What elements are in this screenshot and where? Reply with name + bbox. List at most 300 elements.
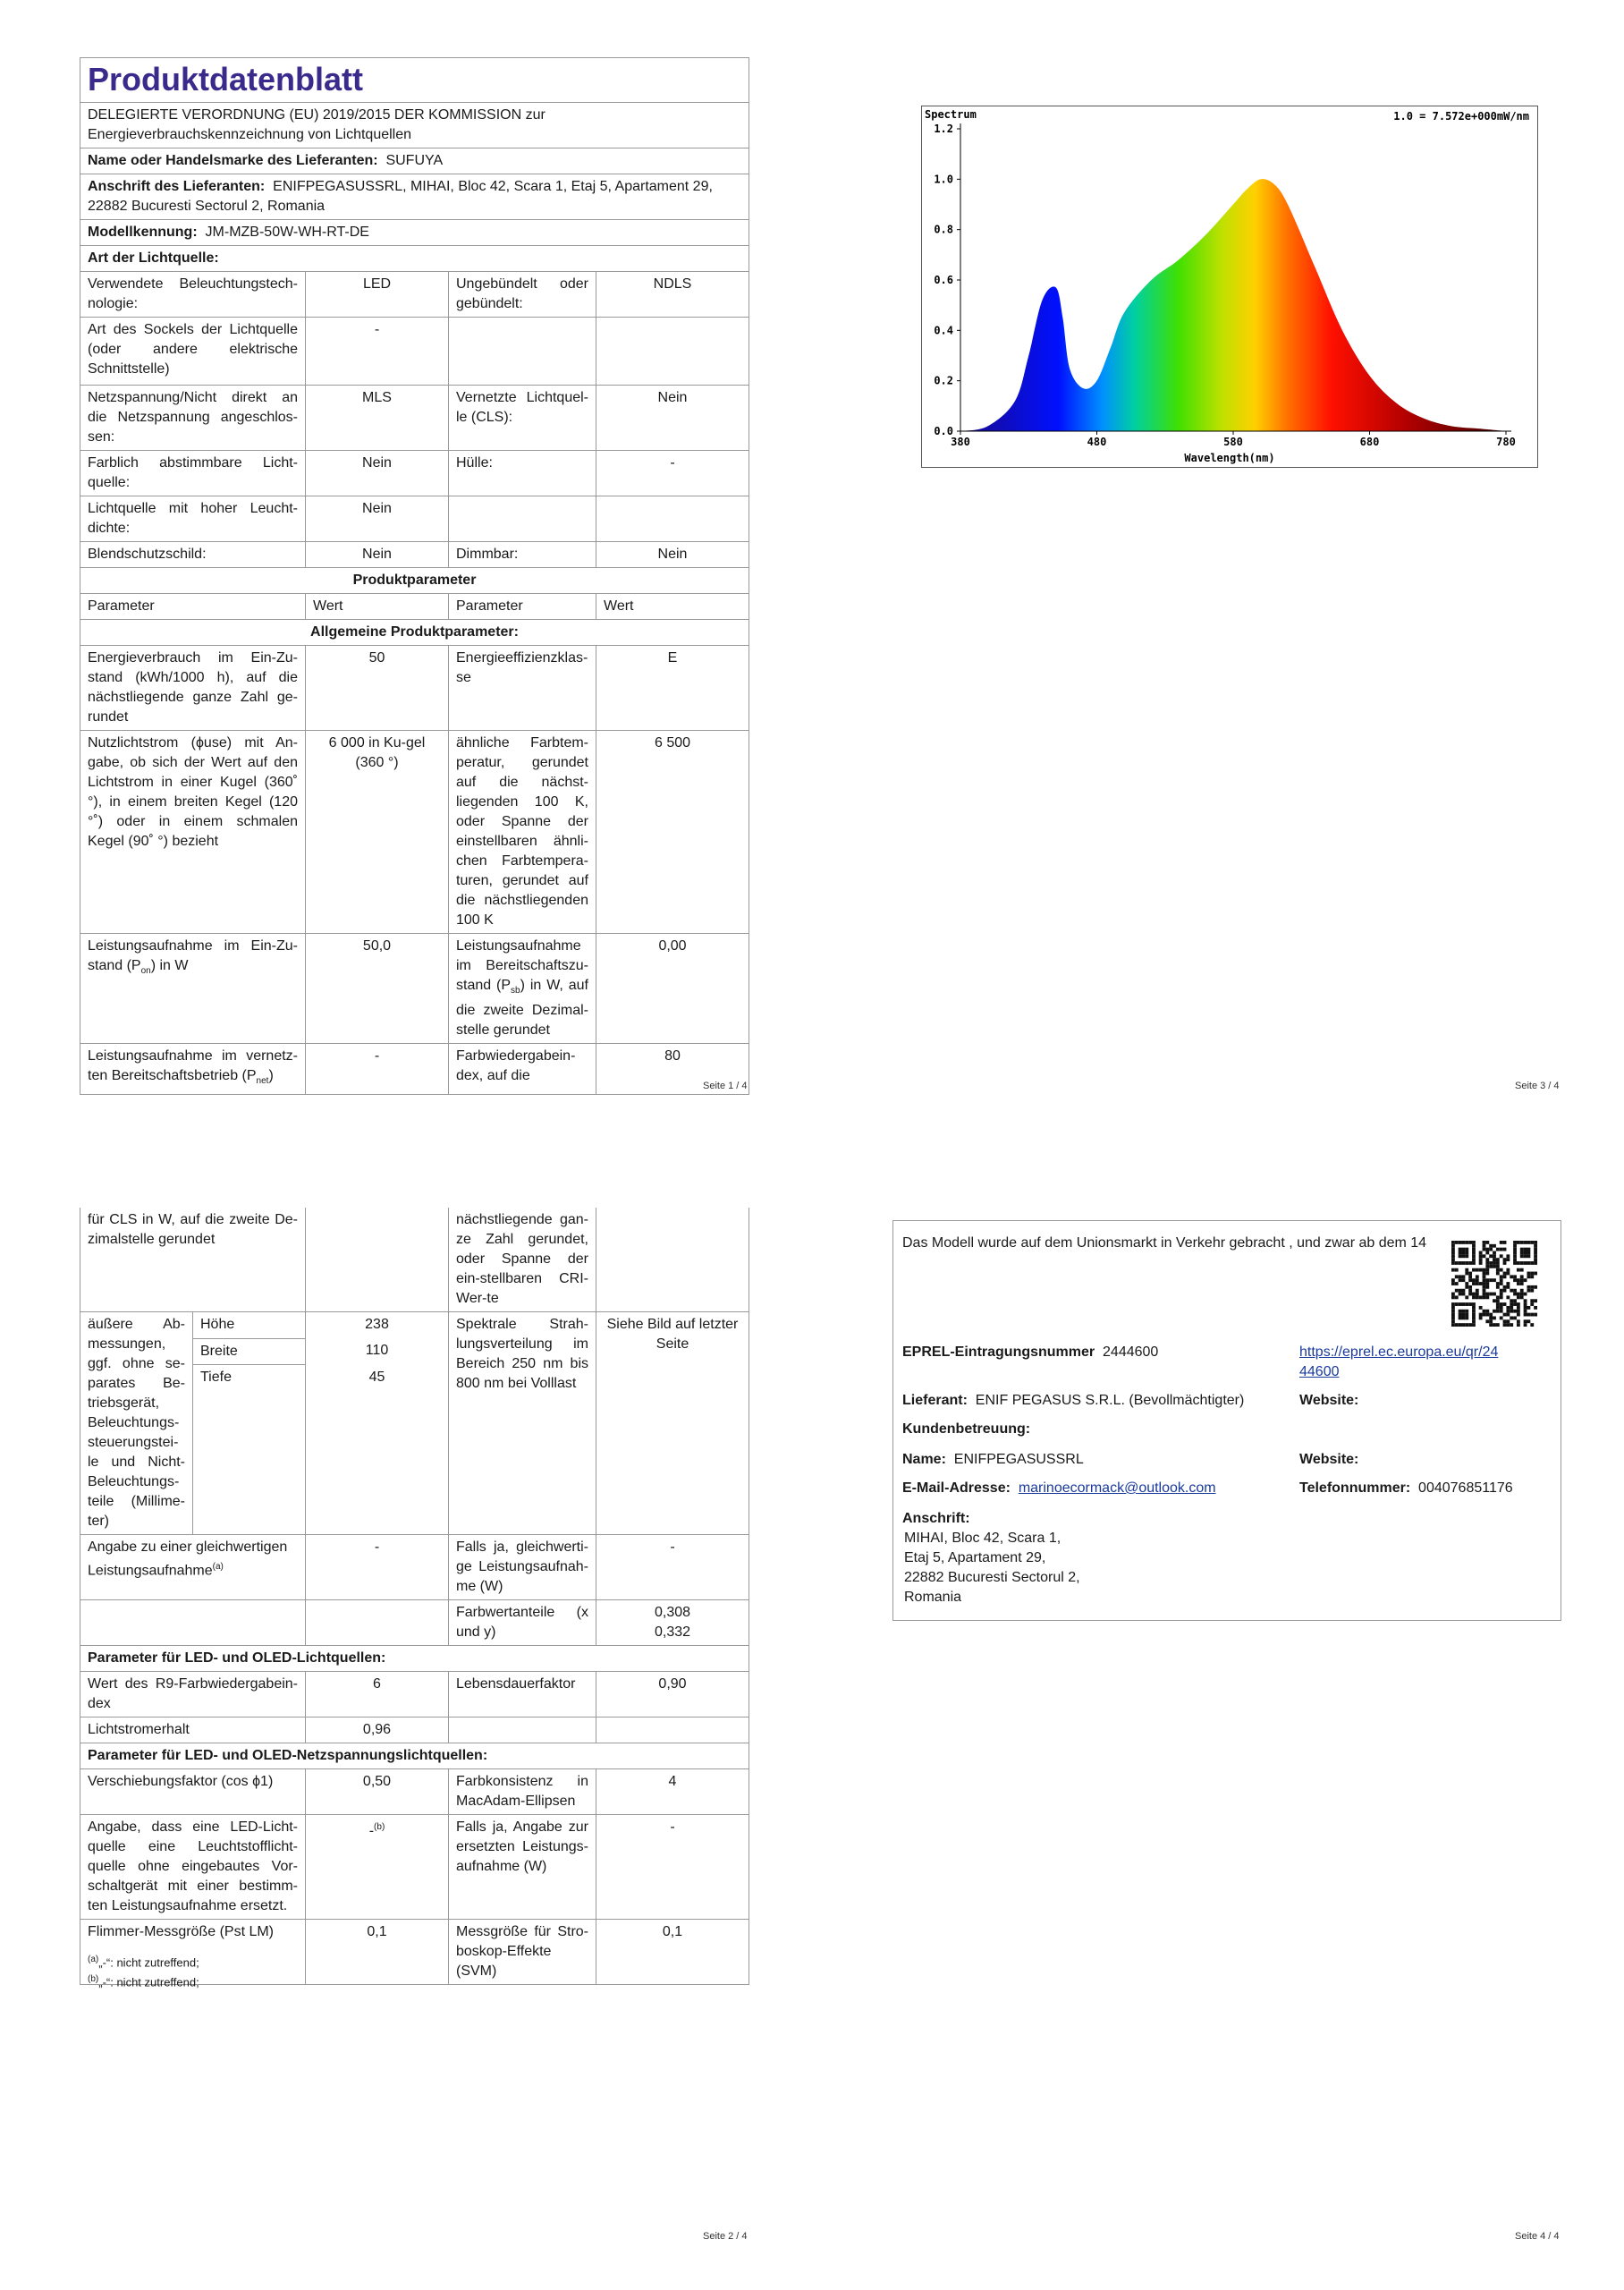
- qr-module: [1534, 1244, 1537, 1248]
- qr-module: [1489, 1265, 1493, 1268]
- r9-value: 6: [306, 1672, 449, 1718]
- qr-module: [1489, 1316, 1493, 1319]
- qr-module: [1465, 1254, 1468, 1258]
- qr-module: [1451, 1251, 1455, 1255]
- mains-value: MLS: [306, 386, 449, 451]
- email-link[interactable]: marinoecormack@outlook.com: [1018, 1480, 1216, 1496]
- empty-cell: [449, 318, 596, 386]
- qr-module: [1520, 1293, 1524, 1296]
- qr-module: [1459, 1316, 1462, 1319]
- cls-label: Vernetzte Lichtquel-le (CLS):: [449, 386, 596, 451]
- qr-module: [1485, 1295, 1489, 1299]
- qr-module: [1517, 1306, 1520, 1310]
- qr-module: [1462, 1289, 1466, 1293]
- empty-cell: [596, 1718, 749, 1743]
- qr-module: [1500, 1248, 1503, 1251]
- qr-module: [1530, 1285, 1534, 1289]
- qr-module: [1527, 1285, 1530, 1289]
- qr-module: [1462, 1251, 1466, 1255]
- antiglare-label: Blendschutzschild:: [80, 542, 306, 568]
- qr-module: [1483, 1248, 1486, 1251]
- qr-module: [1506, 1258, 1510, 1261]
- product-params-heading: Produktparameter: [80, 568, 749, 594]
- cct-value: 6 500: [596, 731, 749, 934]
- qr-module: [1503, 1272, 1507, 1276]
- footnote-marker: (a): [88, 1955, 99, 1964]
- qr-module: [1485, 1248, 1489, 1251]
- qr-module: [1517, 1323, 1520, 1327]
- qr-module: [1500, 1278, 1503, 1282]
- qr-module: [1472, 1302, 1476, 1306]
- qr-module: [1459, 1275, 1462, 1278]
- qr-module: [1479, 1316, 1483, 1319]
- qr-module: [1503, 1289, 1507, 1293]
- energy-label: Energieverbrauch im Ein-Zu-stand (kWh/1000 h), auf die nächstliegende ganze Zahl ge-rundet: [80, 646, 306, 731]
- qr-module: [1451, 1313, 1455, 1317]
- qr-module: [1451, 1261, 1455, 1265]
- r9-label: Wert des R9-Farbwiedergabein-dex: [80, 1672, 306, 1718]
- qr-module: [1485, 1293, 1489, 1296]
- address-block: [904, 1529, 1080, 1607]
- qr-module: [1472, 1319, 1476, 1323]
- qr-module: [1485, 1278, 1489, 1282]
- qr-module: [1527, 1306, 1530, 1310]
- qr-module: [1513, 1254, 1517, 1258]
- dims-label: äußere Ab-messungen, ggf. ohne se-parates Be-triebsgerät, Beleuchtungs-steuerungstei-le und Nicht-Beleuchtungs-teile (Millime-ter): [80, 1312, 193, 1535]
- qr-module: [1500, 1310, 1503, 1313]
- qr-module: [1510, 1306, 1513, 1310]
- qr-module: [1500, 1275, 1503, 1278]
- qr-module: [1527, 1313, 1530, 1317]
- pnet-cont-row: [80, 1208, 749, 1312]
- qr-module: [1534, 1306, 1537, 1310]
- qr-module: [1489, 1244, 1493, 1248]
- qr-module: [1496, 1299, 1500, 1302]
- x-tick-label: 380: [951, 436, 970, 448]
- qr-module: [1510, 1299, 1513, 1302]
- qr-module: [1485, 1258, 1489, 1261]
- qr-module: [1510, 1302, 1513, 1306]
- qr-module: [1520, 1248, 1524, 1251]
- qr-module: [1496, 1272, 1500, 1276]
- qr-module: [1506, 1272, 1510, 1276]
- qr-module: [1510, 1310, 1513, 1313]
- qr-module: [1524, 1241, 1527, 1244]
- qr-module: [1534, 1272, 1537, 1276]
- qr-module: [1493, 1265, 1496, 1268]
- light-type-row: [80, 246, 749, 272]
- equiv-ifyes-label: Falls ja, gleichwerti-ge Leistungsaufnah-me (W): [449, 1535, 596, 1600]
- website-label: Website:: [1299, 1393, 1359, 1408]
- qr-module: [1500, 1268, 1503, 1272]
- qr-module: [1520, 1261, 1524, 1265]
- retro-label: Angabe, dass eine LED-Licht-quelle eine Leuchtstofflicht-quelle ohne eingebautes Vor-schaltgerät mit einer bestimm-ten Leistungsaufnahme ersetzt.: [80, 1815, 306, 1920]
- qr-module: [1510, 1289, 1513, 1293]
- qr-module: [1485, 1319, 1489, 1323]
- qr-module: [1493, 1244, 1496, 1248]
- cri-cont-label: nächstliegende gan-ze Zahl gerundet, oder Spanne der ein-stellbaren CRI-Wer-te: [449, 1208, 596, 1312]
- bundled-value: NDLS: [596, 272, 749, 318]
- qr-module: [1451, 1268, 1455, 1272]
- mains-label: Netzspannung/Nicht direkt an die Netzspannung angeschlos-sen:: [80, 386, 306, 451]
- qr-module: [1530, 1272, 1534, 1276]
- chroma-row: [80, 1600, 749, 1646]
- empty-cell: [449, 496, 596, 542]
- footnote-ref: (b): [374, 1822, 385, 1832]
- qr-module: [1472, 1293, 1476, 1296]
- qr-module: [1496, 1310, 1500, 1313]
- address-line: MIHAI, Bloc 42, Scara 1,: [904, 1531, 1062, 1546]
- footnote-text: „-“: nicht zutreffend;: [98, 1975, 199, 1989]
- qr-module: [1462, 1313, 1466, 1317]
- address-value: ENIFPEGASUSSRL, MIHAI, Bloc 42, Scara 1, Etaj 5, Apartament 29, 22882 Bucuresti Sectorul 2, Romania: [88, 179, 713, 214]
- qr-module: [1472, 1323, 1476, 1327]
- spectral-label: Spektrale Strah-lungsverteilung im Bereich 250 nm bis 800 nm bei Volllast: [449, 1312, 596, 1535]
- qr-module: [1534, 1258, 1537, 1261]
- qr-module: [1472, 1306, 1476, 1310]
- life-value: 0,90: [596, 1672, 749, 1718]
- qr-module: [1527, 1254, 1530, 1258]
- qr-module: [1479, 1268, 1483, 1272]
- envelope-label: Hülle:: [449, 451, 596, 496]
- qr-module: [1527, 1289, 1530, 1293]
- qr-module: [1496, 1268, 1500, 1272]
- qr-module: [1493, 1316, 1496, 1319]
- qr-module: [1472, 1278, 1476, 1282]
- qr-module: [1459, 1323, 1462, 1327]
- mains-row: [80, 386, 749, 451]
- qr-module: [1479, 1313, 1483, 1317]
- empty-cell: [596, 1208, 749, 1312]
- empty-cell: [306, 1600, 449, 1646]
- width-label: Breite: [193, 1338, 306, 1365]
- page-number: Seite 4 / 4: [1515, 2231, 1560, 2242]
- qr-module: [1500, 1302, 1503, 1306]
- regulation-row: [80, 103, 749, 148]
- y-tick-label: 0.4: [934, 324, 953, 337]
- address-line: Etaj 5, Apartament 29,: [904, 1550, 1046, 1565]
- qr-module: [1451, 1319, 1455, 1323]
- datasheet-table-page2: [80, 1208, 749, 1985]
- qr-module: [1520, 1289, 1524, 1293]
- qr-module: [1496, 1258, 1500, 1261]
- light-type-label: Art der Lichtquelle:: [80, 246, 749, 272]
- qr-module: [1476, 1268, 1479, 1272]
- pnet-label: [80, 1044, 306, 1095]
- qr-module: [1530, 1323, 1534, 1327]
- qr-module: [1472, 1244, 1476, 1248]
- qr-module: [1530, 1261, 1534, 1265]
- qr-module: [1476, 1275, 1479, 1278]
- qr-module: [1510, 1323, 1513, 1327]
- qr-module: [1455, 1241, 1459, 1244]
- qr-module: [1500, 1316, 1503, 1319]
- x-tick-label: 780: [1496, 436, 1516, 448]
- param-header: Parameter: [449, 594, 596, 620]
- qr-module: [1524, 1261, 1527, 1265]
- qr-module: [1513, 1278, 1517, 1282]
- qr-module: [1451, 1254, 1455, 1258]
- empty-cell: [449, 1718, 596, 1743]
- dimmable-label: Dimmbar:: [449, 542, 596, 568]
- qr-module: [1517, 1313, 1520, 1317]
- antiglare-row: [80, 542, 749, 568]
- footnote-text: „-“: nicht zutreffend;: [98, 1955, 199, 1970]
- qr-module: [1506, 1254, 1510, 1258]
- qr-module: [1468, 1278, 1472, 1282]
- qr-module: [1489, 1319, 1493, 1323]
- envelope-value: -: [596, 451, 749, 496]
- qr-module: [1503, 1323, 1507, 1327]
- qr-module: [1524, 1319, 1527, 1323]
- qr-module: [1476, 1295, 1479, 1299]
- tech-label: Verwendete Beleuchtungstech-nologie:: [80, 272, 306, 318]
- qr-module: [1517, 1268, 1520, 1272]
- regulation-text: DELEGIERTE VERORDNUNG (EU) 2019/2015 DER KOMMISSION zur Energieverbrauchskennzeichnung von Lichtquellen: [80, 103, 749, 148]
- eprel-link-line2[interactable]: 44600: [1299, 1364, 1340, 1379]
- chart-annotation: 1.0 = 7.572e+000mW/nm: [1393, 110, 1529, 123]
- qr-module: [1472, 1251, 1476, 1255]
- qr-module: [1459, 1251, 1462, 1255]
- qr-module: [1513, 1261, 1517, 1265]
- equiv-row: [80, 1535, 749, 1600]
- email-line: [902, 1479, 1216, 1498]
- qr-module: [1489, 1313, 1493, 1317]
- strobo-value: 0,1: [596, 1920, 749, 1985]
- qr-module: [1459, 1248, 1462, 1251]
- qr-module: [1451, 1282, 1455, 1285]
- qr-module: [1451, 1310, 1455, 1313]
- qr-module: [1479, 1254, 1483, 1258]
- chroma-x: 0,308: [654, 1605, 691, 1620]
- page-title: Produktdatenblatt: [88, 61, 364, 98]
- qr-module: [1465, 1241, 1468, 1244]
- qr-module: [1527, 1241, 1530, 1244]
- name-line: [902, 1450, 1084, 1470]
- energy-value: 50: [306, 646, 449, 731]
- title-row: [80, 58, 749, 103]
- qr-module: [1503, 1313, 1507, 1317]
- qr-module: [1468, 1275, 1472, 1278]
- page-number: Seite 3 / 4: [1515, 1081, 1560, 1091]
- address-row: [80, 174, 749, 220]
- qr-module: [1496, 1261, 1500, 1265]
- qr-module: [1472, 1248, 1476, 1251]
- eclass-value: E: [596, 646, 749, 731]
- width-value: 110: [306, 1338, 449, 1365]
- qr-module: [1483, 1254, 1486, 1258]
- qr-module: [1520, 1268, 1524, 1272]
- psb-label-unit: ) in W, auf die zweite Dezimal-stelle gerundet: [456, 978, 588, 1039]
- led-params-heading: Parameter für LED- und OLED-Lichtquellen:: [80, 1646, 749, 1672]
- qr-code-icon: [1451, 1241, 1537, 1327]
- qr-module: [1517, 1241, 1520, 1244]
- tunable-row: [80, 451, 749, 496]
- qr-module: [1455, 1261, 1459, 1265]
- qr-module: [1517, 1261, 1520, 1265]
- qr-module: [1534, 1299, 1537, 1302]
- qr-module: [1517, 1293, 1520, 1296]
- qr-module: [1517, 1302, 1520, 1306]
- qr-module: [1500, 1293, 1503, 1296]
- qr-module: [1496, 1306, 1500, 1310]
- address-line: Romania: [904, 1590, 962, 1605]
- qr-module: [1527, 1272, 1530, 1276]
- qr-module: [1468, 1323, 1472, 1327]
- qr-module: [1455, 1302, 1459, 1306]
- qr-module: [1503, 1319, 1507, 1323]
- qr-module: [1483, 1295, 1486, 1299]
- qr-module: [1455, 1295, 1459, 1299]
- empty-cell: [306, 1208, 449, 1312]
- qr-module: [1465, 1282, 1468, 1285]
- eprel-info-box: [892, 1220, 1561, 1621]
- qr-module: [1472, 1258, 1476, 1261]
- phone-line: [1299, 1479, 1513, 1498]
- disp-value: 0,50: [306, 1769, 449, 1815]
- qr-module: [1483, 1285, 1486, 1289]
- retro-row: [80, 1815, 749, 1920]
- qr-module: [1459, 1313, 1462, 1317]
- pon-label-unit: ) in W: [150, 958, 189, 973]
- qr-module: [1513, 1302, 1517, 1306]
- qr-module: [1500, 1254, 1503, 1258]
- pon-label-text: Leistungsaufnahme im Ein-Zu-stand (P: [88, 938, 298, 973]
- qr-module: [1534, 1285, 1537, 1289]
- x-tick-label: 580: [1223, 436, 1243, 448]
- y-tick-label: 0.6: [934, 274, 953, 286]
- value-header: Wert: [306, 594, 449, 620]
- qr-module: [1496, 1282, 1500, 1285]
- email-label: E-Mail-Adresse:: [902, 1480, 1011, 1496]
- qr-module: [1451, 1302, 1455, 1306]
- qr-module: [1530, 1302, 1534, 1306]
- qr-module: [1472, 1282, 1476, 1285]
- pon-label: [80, 934, 306, 1044]
- qr-module: [1465, 1285, 1468, 1289]
- qr-module: [1462, 1278, 1466, 1282]
- qr-module: [1506, 1268, 1510, 1272]
- qr-module: [1520, 1275, 1524, 1278]
- qr-module: [1524, 1323, 1527, 1327]
- qr-module: [1468, 1293, 1472, 1296]
- qr-module: [1513, 1248, 1517, 1251]
- qr-module: [1534, 1254, 1537, 1258]
- qr-module: [1451, 1316, 1455, 1319]
- qr-module: [1451, 1241, 1455, 1244]
- eprel-link[interactable]: [1299, 1343, 1498, 1382]
- qr-module: [1462, 1316, 1466, 1319]
- name-value: ENIFPEGASUSSRL: [953, 1452, 1084, 1467]
- flux-row: [80, 731, 749, 934]
- qr-module: [1468, 1272, 1472, 1276]
- qr-module: [1527, 1261, 1530, 1265]
- address-label: Anschrift des Lieferanten:: [88, 179, 266, 194]
- qr-module: [1483, 1241, 1486, 1244]
- qr-module: [1513, 1289, 1517, 1293]
- model-label: Modellkennung:: [88, 225, 198, 240]
- qr-module: [1500, 1289, 1503, 1293]
- qr-module: [1476, 1293, 1479, 1296]
- qr-module: [1520, 1241, 1524, 1244]
- supplier-line: [902, 1391, 1244, 1411]
- dimmable-value: Nein: [596, 542, 749, 568]
- qr-module: [1524, 1278, 1527, 1282]
- qr-module: [1489, 1261, 1493, 1265]
- qr-module: [1496, 1248, 1500, 1251]
- qr-module: [1524, 1299, 1527, 1302]
- qr-module: [1530, 1275, 1534, 1278]
- address-line: 22882 Bucuresti Sectorul 2,: [904, 1570, 1080, 1585]
- qr-module: [1451, 1306, 1455, 1310]
- qr-module: [1500, 1282, 1503, 1285]
- qr-module: [1468, 1285, 1472, 1289]
- qr-module: [1489, 1254, 1493, 1258]
- qr-module: [1465, 1261, 1468, 1265]
- qr-module: [1517, 1295, 1520, 1299]
- supplier-label: Lieferant:: [902, 1393, 968, 1408]
- qr-module: [1503, 1285, 1507, 1289]
- qr-module: [1465, 1295, 1468, 1299]
- life-label: Lebensdauerfaktor: [449, 1672, 596, 1718]
- qr-module: [1483, 1244, 1486, 1248]
- qr-module: [1506, 1285, 1510, 1289]
- qr-module: [1500, 1306, 1503, 1310]
- phone-label: Telefonnummer:: [1299, 1480, 1411, 1496]
- footnote-ref: (a): [212, 1562, 224, 1572]
- qr-module: [1465, 1302, 1468, 1306]
- socket-label: Art des Sockels der Lichtquelle (oder andere elektrische Schnittstelle): [80, 318, 306, 386]
- consist-label: Farbkonsistenz in MacAdam-Ellipsen: [449, 1769, 596, 1815]
- qr-module: [1472, 1295, 1476, 1299]
- psb-sub: sb: [511, 986, 520, 997]
- general-params-row: [80, 620, 749, 646]
- qr-module: [1462, 1302, 1466, 1306]
- height-label: Höhe: [193, 1312, 306, 1339]
- qr-module: [1524, 1313, 1527, 1317]
- qr-module: [1483, 1289, 1486, 1293]
- qr-module: [1517, 1310, 1520, 1313]
- highlum-label: Lichtquelle mit hoher Leucht-dichte:: [80, 496, 306, 542]
- eprel-link-line1[interactable]: https://eprel.ec.europa.eu/qr/24: [1299, 1344, 1499, 1360]
- chroma-y: 0,332: [654, 1624, 691, 1640]
- qr-module: [1485, 1251, 1489, 1255]
- retro-value-text: -: [368, 1823, 375, 1839]
- antiglare-value: Nein: [306, 542, 449, 568]
- flicker-label: Flimmer-Messgröße (Pst LM): [80, 1920, 306, 1985]
- qr-module: [1493, 1323, 1496, 1327]
- qr-module: [1530, 1313, 1534, 1317]
- equiv-value: -: [306, 1535, 449, 1600]
- qr-module: [1493, 1293, 1496, 1296]
- spectrum-chart: [921, 106, 1538, 481]
- qr-module: [1513, 1299, 1517, 1302]
- qr-module: [1506, 1282, 1510, 1285]
- qr-module: [1520, 1295, 1524, 1299]
- disp-label: Verschiebungsfaktor (cos ϕ1): [80, 1769, 306, 1815]
- qr-module: [1493, 1254, 1496, 1258]
- r9-row: [80, 1672, 749, 1718]
- qr-module: [1455, 1289, 1459, 1293]
- qr-module: [1468, 1302, 1472, 1306]
- cls-value: Nein: [596, 386, 749, 451]
- qr-module: [1530, 1241, 1534, 1244]
- qr-module: [1506, 1319, 1510, 1323]
- qr-module: [1527, 1248, 1530, 1251]
- y-tick-label: 1.2: [934, 123, 953, 135]
- x-tick-label: 480: [1087, 436, 1107, 448]
- supplier-name-label: Name oder Handelsmarke des Lieferanten:: [88, 153, 378, 168]
